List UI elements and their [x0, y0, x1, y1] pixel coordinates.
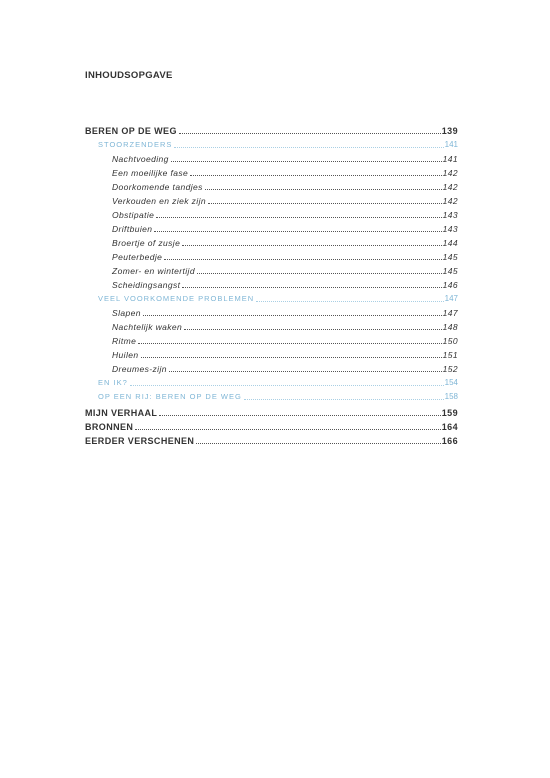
toc-entry-label: Zomer- en wintertijd — [112, 266, 195, 276]
toc-entry-label: Nachtelijk waken — [112, 322, 183, 332]
toc-entry-label: Huilen — [112, 350, 139, 360]
toc-entry-label: Dreumes-zijn — [112, 364, 167, 374]
toc-entry — [98, 375, 458, 389]
toc-entry — [112, 151, 458, 165]
toc-entry — [112, 193, 458, 207]
toc-entry — [112, 221, 458, 235]
toc-entry-label: Een moeilijke fase — [112, 168, 189, 178]
toc-leader-dots — [256, 300, 443, 302]
toc-entry-label: Scheidingsangst — [112, 280, 181, 290]
toc-entry — [112, 347, 458, 361]
toc-entry-label: OP EEN RIJ: BEREN OP DE WEG — [98, 392, 242, 401]
toc-entry-label: Driftbuien — [112, 224, 153, 234]
toc-leader-dots — [138, 342, 441, 344]
toc-entry-page: 145 — [442, 266, 458, 276]
toc-entry — [112, 361, 458, 375]
toc-entry — [112, 235, 458, 249]
toc-entry-label: BRONNEN — [85, 422, 134, 432]
toc-entry-page: 142 — [442, 168, 458, 178]
toc-entry-page: 159 — [441, 408, 458, 418]
toc-entry-page: 147 — [442, 308, 458, 318]
toc-leader-dots — [154, 230, 441, 232]
toc-leader-dots — [197, 272, 442, 274]
toc-entry-page: 145 — [442, 252, 458, 262]
toc-entry-page: 142 — [442, 196, 458, 206]
toc-entry — [85, 405, 458, 419]
toc-entry-page: 141 — [444, 140, 458, 149]
toc-entry — [112, 277, 458, 291]
page-title: INHOUDSOPGAVE — [85, 70, 173, 81]
toc-entry-label: MIJN VERHAAL — [85, 408, 158, 418]
toc-entry-label: Verkouden en ziek zijn — [112, 196, 207, 206]
toc-entry-page: 139 — [441, 126, 458, 136]
toc-entry-label: Peuterbedje — [112, 252, 163, 262]
toc-entry-page: 154 — [444, 378, 458, 387]
toc-entry-label: VEEL VOORKOMENDE PROBLEMEN — [98, 294, 255, 303]
toc-leader-dots — [143, 314, 442, 316]
toc-entry — [112, 207, 458, 221]
toc-leader-dots — [196, 442, 440, 444]
toc-entry-page: 146 — [442, 280, 458, 290]
toc-leader-dots — [182, 286, 441, 288]
toc-leader-dots — [159, 414, 440, 416]
toc-leader-dots — [171, 160, 442, 162]
toc-leader-dots — [141, 356, 442, 358]
toc-entry — [85, 433, 458, 447]
toc-entry-page: 148 — [442, 322, 458, 332]
toc-leader-dots — [205, 188, 442, 190]
toc-entry-label: Nachtvoeding — [112, 154, 169, 164]
toc-leader-dots — [130, 384, 444, 386]
toc-entry — [112, 165, 458, 179]
toc-entry — [112, 179, 458, 193]
toc-leader-dots — [174, 146, 443, 148]
toc-entry — [98, 389, 458, 403]
toc-entry-label: Doorkomende tandjes — [112, 182, 203, 192]
toc-entry-page: 144 — [442, 238, 458, 248]
toc-entry — [85, 123, 458, 137]
toc-leader-dots — [208, 202, 442, 204]
toc-entry-page: 151 — [442, 350, 458, 360]
toc-entry-page: 152 — [442, 364, 458, 374]
toc-entry — [112, 319, 458, 333]
toc-entry-label: Obstipatie — [112, 210, 155, 220]
toc-entry-page: 150 — [442, 336, 458, 346]
toc-entry — [112, 333, 458, 347]
toc-leader-dots — [135, 428, 440, 430]
toc-entry-label: Broertje of zusje — [112, 238, 181, 248]
toc-entry-page: 147 — [444, 294, 458, 303]
toc-entry-page: 142 — [442, 182, 458, 192]
toc-entry-page: 143 — [442, 210, 458, 220]
toc-entry-label: EERDER VERSCHENEN — [85, 436, 195, 446]
toc-entry — [98, 137, 458, 151]
toc-entry — [112, 249, 458, 263]
toc-entry — [98, 291, 458, 305]
toc-entry — [112, 305, 458, 319]
toc-leader-dots — [164, 258, 441, 260]
toc-leader-dots — [182, 244, 441, 246]
toc-entry-page: 143 — [442, 224, 458, 234]
toc-entry-label: Slapen — [112, 308, 141, 318]
toc-leader-dots — [169, 370, 442, 372]
toc-entry-page: 166 — [441, 436, 458, 446]
toc-leader-dots — [244, 398, 444, 400]
toc-entry-label: BEREN OP DE WEG — [85, 126, 177, 136]
toc-entry-page: 164 — [441, 422, 458, 432]
toc-entry-label: EN IK? — [98, 378, 128, 387]
toc-entry-label: Ritme — [112, 336, 137, 346]
toc-entry-label: STOORZENDERS — [98, 140, 173, 149]
toc-leader-dots — [179, 132, 441, 134]
toc-entry — [85, 419, 458, 433]
toc-leader-dots — [190, 174, 441, 176]
toc-entry — [112, 263, 458, 277]
toc-leader-dots — [184, 328, 441, 330]
toc-leader-dots — [156, 216, 441, 218]
toc-entry-page: 158 — [444, 392, 458, 401]
toc-entry-page: 141 — [442, 154, 458, 164]
